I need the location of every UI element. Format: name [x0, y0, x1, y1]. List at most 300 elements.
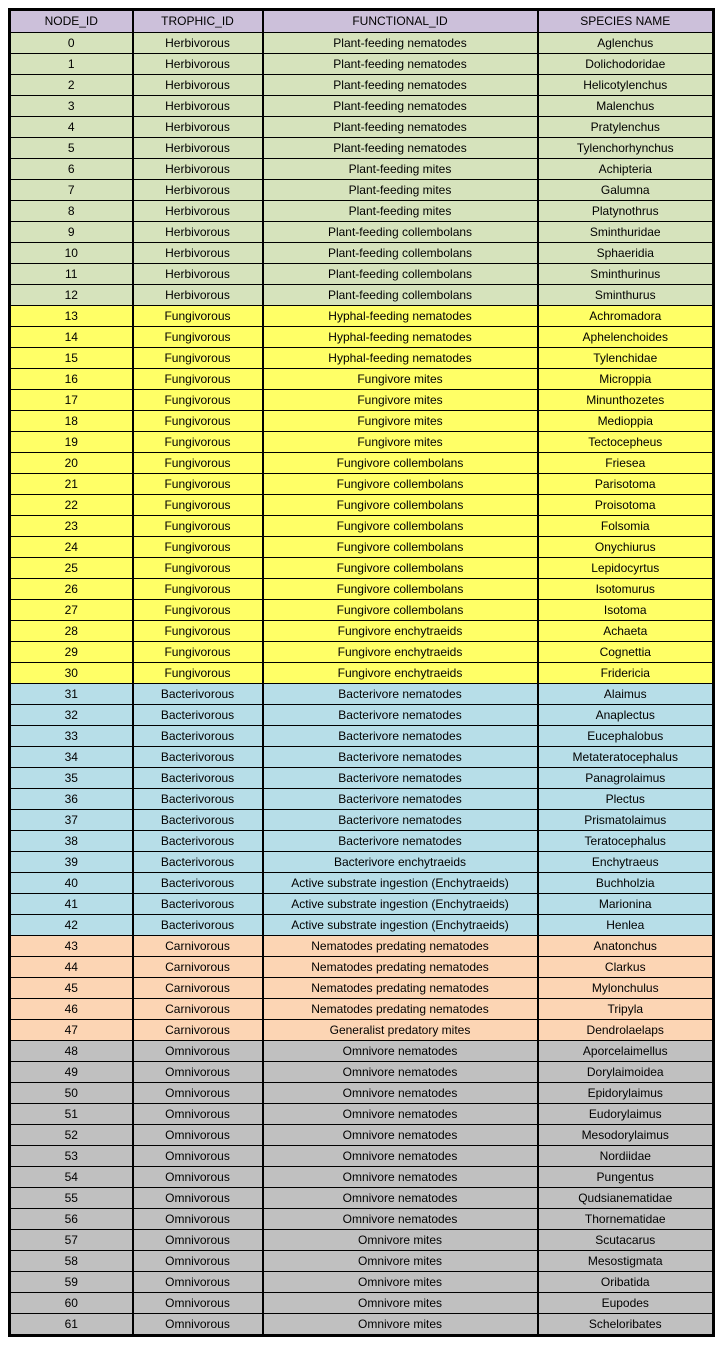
cell-trophic-id: Omnivorous [133, 1083, 263, 1104]
table-row [10, 180, 714, 201]
cell-trophic-id: Herbivorous [133, 201, 263, 222]
table-row [10, 936, 714, 957]
cell-node-id: 1 [10, 54, 133, 75]
cell-species-name: Parisotoma [538, 474, 714, 495]
cell-species-name: Tectocepheus [538, 432, 714, 453]
cell-functional-id: Fungivore collembolans [263, 516, 538, 537]
cell-species-name: Achromadora [538, 306, 714, 327]
cell-trophic-id: Carnivorous [133, 936, 263, 957]
cell-node-id: 30 [10, 663, 133, 684]
header-cell-species-name: SPECIES NAME [538, 10, 714, 33]
cell-trophic-id: Fungivorous [133, 663, 263, 684]
cell-species-name: Prismatolaimus [538, 810, 714, 831]
table-row [10, 33, 714, 54]
cell-node-id: 31 [10, 684, 133, 705]
cell-species-name: Aphelenchoides [538, 327, 714, 348]
cell-species-name: Sminthuridae [538, 222, 714, 243]
cell-trophic-id: Bacterivorous [133, 873, 263, 894]
header-cell-node-id: NODE_ID [10, 10, 133, 33]
table-row [10, 243, 714, 264]
table-row [10, 747, 714, 768]
table-row [10, 1146, 714, 1167]
cell-functional-id: Plant-feeding nematodes [263, 75, 538, 96]
cell-species-name: Mesostigmata [538, 1251, 714, 1272]
cell-species-name: Galumna [538, 180, 714, 201]
species-table [8, 8, 715, 1337]
cell-node-id: 33 [10, 726, 133, 747]
cell-species-name: Achaeta [538, 621, 714, 642]
cell-functional-id: Nematodes predating nematodes [263, 978, 538, 999]
cell-species-name: Enchytraeus [538, 852, 714, 873]
cell-species-name: Platynothrus [538, 201, 714, 222]
table-row [10, 642, 714, 663]
cell-trophic-id: Fungivorous [133, 411, 263, 432]
cell-node-id: 2 [10, 75, 133, 96]
cell-functional-id: Plant-feeding collembolans [263, 243, 538, 264]
table-row [10, 1293, 714, 1314]
cell-trophic-id: Omnivorous [133, 1188, 263, 1209]
cell-functional-id: Fungivore collembolans [263, 453, 538, 474]
cell-functional-id: Omnivore nematodes [263, 1125, 538, 1146]
cell-functional-id: Bacterivore nematodes [263, 705, 538, 726]
cell-node-id: 60 [10, 1293, 133, 1314]
cell-functional-id: Fungivore mites [263, 411, 538, 432]
cell-functional-id: Bacterivore nematodes [263, 831, 538, 852]
cell-species-name: Isotomurus [538, 579, 714, 600]
cell-trophic-id: Fungivorous [133, 369, 263, 390]
cell-trophic-id: Herbivorous [133, 264, 263, 285]
cell-functional-id: Omnivore nematodes [263, 1167, 538, 1188]
table-row [10, 138, 714, 159]
table-row [10, 432, 714, 453]
cell-functional-id: Active substrate ingestion (Enchytraeids) [263, 915, 538, 936]
table-row [10, 1104, 714, 1125]
table-row [10, 516, 714, 537]
cell-species-name: Henlea [538, 915, 714, 936]
cell-node-id: 17 [10, 390, 133, 411]
table-row [10, 222, 714, 243]
table-row [10, 117, 714, 138]
cell-trophic-id: Fungivorous [133, 642, 263, 663]
cell-functional-id: Omnivore nematodes [263, 1188, 538, 1209]
cell-species-name: Tripyla [538, 999, 714, 1020]
cell-functional-id: Fungivore collembolans [263, 558, 538, 579]
cell-functional-id: Fungivore collembolans [263, 495, 538, 516]
cell-functional-id: Plant-feeding collembolans [263, 222, 538, 243]
table-row [10, 726, 714, 747]
cell-node-id: 55 [10, 1188, 133, 1209]
cell-species-name: Pratylenchus [538, 117, 714, 138]
cell-trophic-id: Omnivorous [133, 1314, 263, 1336]
cell-species-name: Scheloribates [538, 1314, 714, 1336]
table-row [10, 537, 714, 558]
cell-functional-id: Fungivore collembolans [263, 600, 538, 621]
table-row [10, 264, 714, 285]
cell-functional-id: Hyphal-feeding nematodes [263, 306, 538, 327]
cell-node-id: 43 [10, 936, 133, 957]
cell-node-id: 53 [10, 1146, 133, 1167]
cell-functional-id: Bacterivore nematodes [263, 810, 538, 831]
cell-node-id: 39 [10, 852, 133, 873]
table-row [10, 768, 714, 789]
cell-functional-id: Plant-feeding nematodes [263, 117, 538, 138]
cell-species-name: Achipteria [538, 159, 714, 180]
cell-species-name: Alaimus [538, 684, 714, 705]
cell-species-name: Friesea [538, 453, 714, 474]
cell-functional-id: Nematodes predating nematodes [263, 936, 538, 957]
table-row [10, 894, 714, 915]
cell-trophic-id: Carnivorous [133, 1020, 263, 1041]
cell-species-name: Plectus [538, 789, 714, 810]
cell-species-name: Sminthurus [538, 285, 714, 306]
table-row [10, 873, 714, 894]
cell-species-name: Nordiidae [538, 1146, 714, 1167]
cell-node-id: 0 [10, 33, 133, 54]
cell-trophic-id: Bacterivorous [133, 789, 263, 810]
table-row [10, 852, 714, 873]
cell-node-id: 11 [10, 264, 133, 285]
cell-trophic-id: Omnivorous [133, 1293, 263, 1314]
cell-functional-id: Bacterivore nematodes [263, 747, 538, 768]
cell-node-id: 37 [10, 810, 133, 831]
table-row [10, 495, 714, 516]
table-row [10, 621, 714, 642]
cell-trophic-id: Omnivorous [133, 1125, 263, 1146]
cell-trophic-id: Herbivorous [133, 54, 263, 75]
table-row [10, 201, 714, 222]
cell-trophic-id: Bacterivorous [133, 915, 263, 936]
cell-species-name: Aporcelaimellus [538, 1041, 714, 1062]
table-row [10, 957, 714, 978]
cell-functional-id: Plant-feeding mites [263, 201, 538, 222]
cell-trophic-id: Fungivorous [133, 621, 263, 642]
cell-functional-id: Hyphal-feeding nematodes [263, 348, 538, 369]
cell-trophic-id: Herbivorous [133, 243, 263, 264]
table-row [10, 999, 714, 1020]
cell-node-id: 8 [10, 201, 133, 222]
cell-node-id: 25 [10, 558, 133, 579]
cell-trophic-id: Fungivorous [133, 495, 263, 516]
table-row [10, 1020, 714, 1041]
table-row [10, 390, 714, 411]
cell-species-name: Fridericia [538, 663, 714, 684]
cell-species-name: Proisotoma [538, 495, 714, 516]
cell-node-id: 48 [10, 1041, 133, 1062]
table-row [10, 1272, 714, 1293]
cell-functional-id: Generalist predatory mites [263, 1020, 538, 1041]
table-row [10, 159, 714, 180]
cell-node-id: 7 [10, 180, 133, 201]
cell-species-name: Eucephalobus [538, 726, 714, 747]
cell-species-name: Medioppia [538, 411, 714, 432]
cell-functional-id: Plant-feeding mites [263, 159, 538, 180]
cell-node-id: 22 [10, 495, 133, 516]
cell-trophic-id: Omnivorous [133, 1167, 263, 1188]
cell-functional-id: Active substrate ingestion (Enchytraeids) [263, 894, 538, 915]
cell-trophic-id: Herbivorous [133, 285, 263, 306]
cell-functional-id: Omnivore nematodes [263, 1062, 538, 1083]
cell-trophic-id: Fungivorous [133, 432, 263, 453]
cell-node-id: 14 [10, 327, 133, 348]
cell-species-name: Helicotylenchus [538, 75, 714, 96]
cell-node-id: 47 [10, 1020, 133, 1041]
table-row [10, 348, 714, 369]
cell-trophic-id: Fungivorous [133, 516, 263, 537]
table-row [10, 558, 714, 579]
table-row [10, 684, 714, 705]
cell-trophic-id: Carnivorous [133, 957, 263, 978]
table-row [10, 75, 714, 96]
cell-node-id: 44 [10, 957, 133, 978]
cell-functional-id: Plant-feeding nematodes [263, 54, 538, 75]
cell-trophic-id: Bacterivorous [133, 705, 263, 726]
cell-node-id: 20 [10, 453, 133, 474]
cell-species-name: Minunthozetes [538, 390, 714, 411]
cell-species-name: Eudorylaimus [538, 1104, 714, 1125]
table-row [10, 453, 714, 474]
cell-functional-id: Plant-feeding collembolans [263, 285, 538, 306]
cell-node-id: 28 [10, 621, 133, 642]
cell-trophic-id: Bacterivorous [133, 726, 263, 747]
cell-functional-id: Omnivore mites [263, 1230, 538, 1251]
cell-species-name: Onychiurus [538, 537, 714, 558]
cell-functional-id: Omnivore mites [263, 1272, 538, 1293]
cell-species-name: Lepidocyrtus [538, 558, 714, 579]
cell-functional-id: Fungivore collembolans [263, 474, 538, 495]
cell-node-id: 27 [10, 600, 133, 621]
cell-functional-id: Fungivore enchytraeids [263, 642, 538, 663]
table-row [10, 1041, 714, 1062]
cell-node-id: 36 [10, 789, 133, 810]
cell-species-name: Scutacarus [538, 1230, 714, 1251]
cell-trophic-id: Bacterivorous [133, 747, 263, 768]
cell-node-id: 13 [10, 306, 133, 327]
cell-functional-id: Plant-feeding nematodes [263, 33, 538, 54]
cell-species-name: Anatonchus [538, 936, 714, 957]
cell-trophic-id: Fungivorous [133, 390, 263, 411]
table-row [10, 1125, 714, 1146]
cell-species-name: Dendrolaelaps [538, 1020, 714, 1041]
cell-functional-id: Fungivore enchytraeids [263, 621, 538, 642]
cell-functional-id: Plant-feeding nematodes [263, 138, 538, 159]
cell-node-id: 6 [10, 159, 133, 180]
cell-functional-id: Fungivore collembolans [263, 537, 538, 558]
cell-species-name: Cognettia [538, 642, 714, 663]
cell-trophic-id: Fungivorous [133, 306, 263, 327]
cell-species-name: Tylenchidae [538, 348, 714, 369]
cell-node-id: 15 [10, 348, 133, 369]
cell-trophic-id: Herbivorous [133, 138, 263, 159]
cell-node-id: 57 [10, 1230, 133, 1251]
cell-trophic-id: Bacterivorous [133, 831, 263, 852]
cell-trophic-id: Omnivorous [133, 1062, 263, 1083]
cell-node-id: 45 [10, 978, 133, 999]
cell-functional-id: Fungivore enchytraeids [263, 663, 538, 684]
cell-node-id: 19 [10, 432, 133, 453]
cell-node-id: 12 [10, 285, 133, 306]
cell-functional-id: Omnivore nematodes [263, 1041, 538, 1062]
cell-functional-id: Nematodes predating nematodes [263, 999, 538, 1020]
cell-trophic-id: Omnivorous [133, 1209, 263, 1230]
cell-functional-id: Bacterivore enchytraeids [263, 852, 538, 873]
cell-node-id: 49 [10, 1062, 133, 1083]
cell-species-name: Mylonchulus [538, 978, 714, 999]
cell-species-name: Tylenchorhynchus [538, 138, 714, 159]
cell-functional-id: Fungivore collembolans [263, 579, 538, 600]
table-row [10, 54, 714, 75]
table-row [10, 705, 714, 726]
cell-trophic-id: Bacterivorous [133, 810, 263, 831]
table-row [10, 915, 714, 936]
cell-species-name: Oribatida [538, 1272, 714, 1293]
cell-species-name: Buchholzia [538, 873, 714, 894]
cell-trophic-id: Herbivorous [133, 180, 263, 201]
cell-node-id: 46 [10, 999, 133, 1020]
cell-functional-id: Omnivore nematodes [263, 1209, 538, 1230]
cell-trophic-id: Bacterivorous [133, 684, 263, 705]
table-row [10, 663, 714, 684]
cell-node-id: 54 [10, 1167, 133, 1188]
cell-trophic-id: Fungivorous [133, 327, 263, 348]
cell-trophic-id: Bacterivorous [133, 852, 263, 873]
header-row [10, 10, 714, 33]
cell-functional-id: Plant-feeding collembolans [263, 264, 538, 285]
cell-functional-id: Bacterivore nematodes [263, 726, 538, 747]
table-row [10, 1230, 714, 1251]
table-row [10, 600, 714, 621]
table-row [10, 369, 714, 390]
cell-node-id: 59 [10, 1272, 133, 1293]
cell-node-id: 26 [10, 579, 133, 600]
table-row [10, 978, 714, 999]
cell-node-id: 58 [10, 1251, 133, 1272]
cell-node-id: 35 [10, 768, 133, 789]
cell-trophic-id: Omnivorous [133, 1272, 263, 1293]
cell-node-id: 42 [10, 915, 133, 936]
cell-species-name: Pungentus [538, 1167, 714, 1188]
table-row [10, 831, 714, 852]
cell-node-id: 61 [10, 1314, 133, 1336]
table-row [10, 96, 714, 117]
table-row [10, 306, 714, 327]
cell-node-id: 56 [10, 1209, 133, 1230]
table-row [10, 1188, 714, 1209]
cell-species-name: Sminthurinus [538, 264, 714, 285]
cell-functional-id: Hyphal-feeding nematodes [263, 327, 538, 348]
table-row [10, 1083, 714, 1104]
cell-species-name: Isotoma [538, 600, 714, 621]
cell-functional-id: Nematodes predating nematodes [263, 957, 538, 978]
cell-node-id: 29 [10, 642, 133, 663]
cell-node-id: 16 [10, 369, 133, 390]
cell-trophic-id: Herbivorous [133, 117, 263, 138]
cell-trophic-id: Carnivorous [133, 999, 263, 1020]
table-row [10, 474, 714, 495]
cell-node-id: 50 [10, 1083, 133, 1104]
cell-trophic-id: Fungivorous [133, 558, 263, 579]
cell-species-name: Clarkus [538, 957, 714, 978]
cell-node-id: 23 [10, 516, 133, 537]
cell-node-id: 52 [10, 1125, 133, 1146]
table-row [10, 789, 714, 810]
cell-functional-id: Plant-feeding mites [263, 180, 538, 201]
cell-functional-id: Bacterivore nematodes [263, 768, 538, 789]
table-row [10, 1251, 714, 1272]
cell-node-id: 21 [10, 474, 133, 495]
table-row [10, 411, 714, 432]
cell-trophic-id: Omnivorous [133, 1251, 263, 1272]
cell-functional-id: Omnivore nematodes [263, 1083, 538, 1104]
cell-trophic-id: Omnivorous [133, 1104, 263, 1125]
cell-functional-id: Active substrate ingestion (Enchytraeids) [263, 873, 538, 894]
cell-trophic-id: Omnivorous [133, 1041, 263, 1062]
cell-functional-id: Omnivore mites [263, 1251, 538, 1272]
cell-node-id: 5 [10, 138, 133, 159]
cell-trophic-id: Herbivorous [133, 33, 263, 54]
table-row [10, 579, 714, 600]
cell-node-id: 18 [10, 411, 133, 432]
cell-trophic-id: Bacterivorous [133, 768, 263, 789]
cell-node-id: 10 [10, 243, 133, 264]
table-row [10, 1209, 714, 1230]
cell-trophic-id: Fungivorous [133, 600, 263, 621]
cell-node-id: 3 [10, 96, 133, 117]
cell-species-name: Sphaeridia [538, 243, 714, 264]
cell-node-id: 32 [10, 705, 133, 726]
cell-trophic-id: Fungivorous [133, 579, 263, 600]
cell-functional-id: Omnivore nematodes [263, 1146, 538, 1167]
cell-species-name: Eupodes [538, 1293, 714, 1314]
cell-species-name: Marionina [538, 894, 714, 915]
cell-node-id: 51 [10, 1104, 133, 1125]
cell-functional-id: Fungivore mites [263, 390, 538, 411]
cell-species-name: Metateratocephalus [538, 747, 714, 768]
cell-functional-id: Bacterivore nematodes [263, 684, 538, 705]
cell-node-id: 4 [10, 117, 133, 138]
cell-trophic-id: Fungivorous [133, 348, 263, 369]
header-cell-functional-id: FUNCTIONAL_ID [263, 10, 538, 33]
cell-trophic-id: Herbivorous [133, 96, 263, 117]
cell-trophic-id: Herbivorous [133, 75, 263, 96]
cell-trophic-id: Fungivorous [133, 474, 263, 495]
cell-trophic-id: Fungivorous [133, 453, 263, 474]
cell-trophic-id: Carnivorous [133, 978, 263, 999]
table-row [10, 327, 714, 348]
cell-species-name: Dolichodoridae [538, 54, 714, 75]
cell-functional-id: Fungivore mites [263, 432, 538, 453]
table-row [10, 285, 714, 306]
cell-trophic-id: Omnivorous [133, 1230, 263, 1251]
cell-functional-id: Omnivore mites [263, 1293, 538, 1314]
cell-trophic-id: Herbivorous [133, 222, 263, 243]
cell-functional-id: Fungivore mites [263, 369, 538, 390]
table-row [10, 1314, 714, 1336]
cell-trophic-id: Herbivorous [133, 159, 263, 180]
cell-species-name: Dorylaimoidea [538, 1062, 714, 1083]
cell-species-name: Mesodorylaimus [538, 1125, 714, 1146]
cell-functional-id: Omnivore nematodes [263, 1104, 538, 1125]
cell-node-id: 24 [10, 537, 133, 558]
cell-species-name: Epidorylaimus [538, 1083, 714, 1104]
table-row [10, 1167, 714, 1188]
table-row [10, 810, 714, 831]
cell-node-id: 34 [10, 747, 133, 768]
cell-species-name: Aglenchus [538, 33, 714, 54]
cell-species-name: Panagrolaimus [538, 768, 714, 789]
cell-functional-id: Plant-feeding nematodes [263, 96, 538, 117]
cell-functional-id: Bacterivore nematodes [263, 789, 538, 810]
cell-species-name: Malenchus [538, 96, 714, 117]
